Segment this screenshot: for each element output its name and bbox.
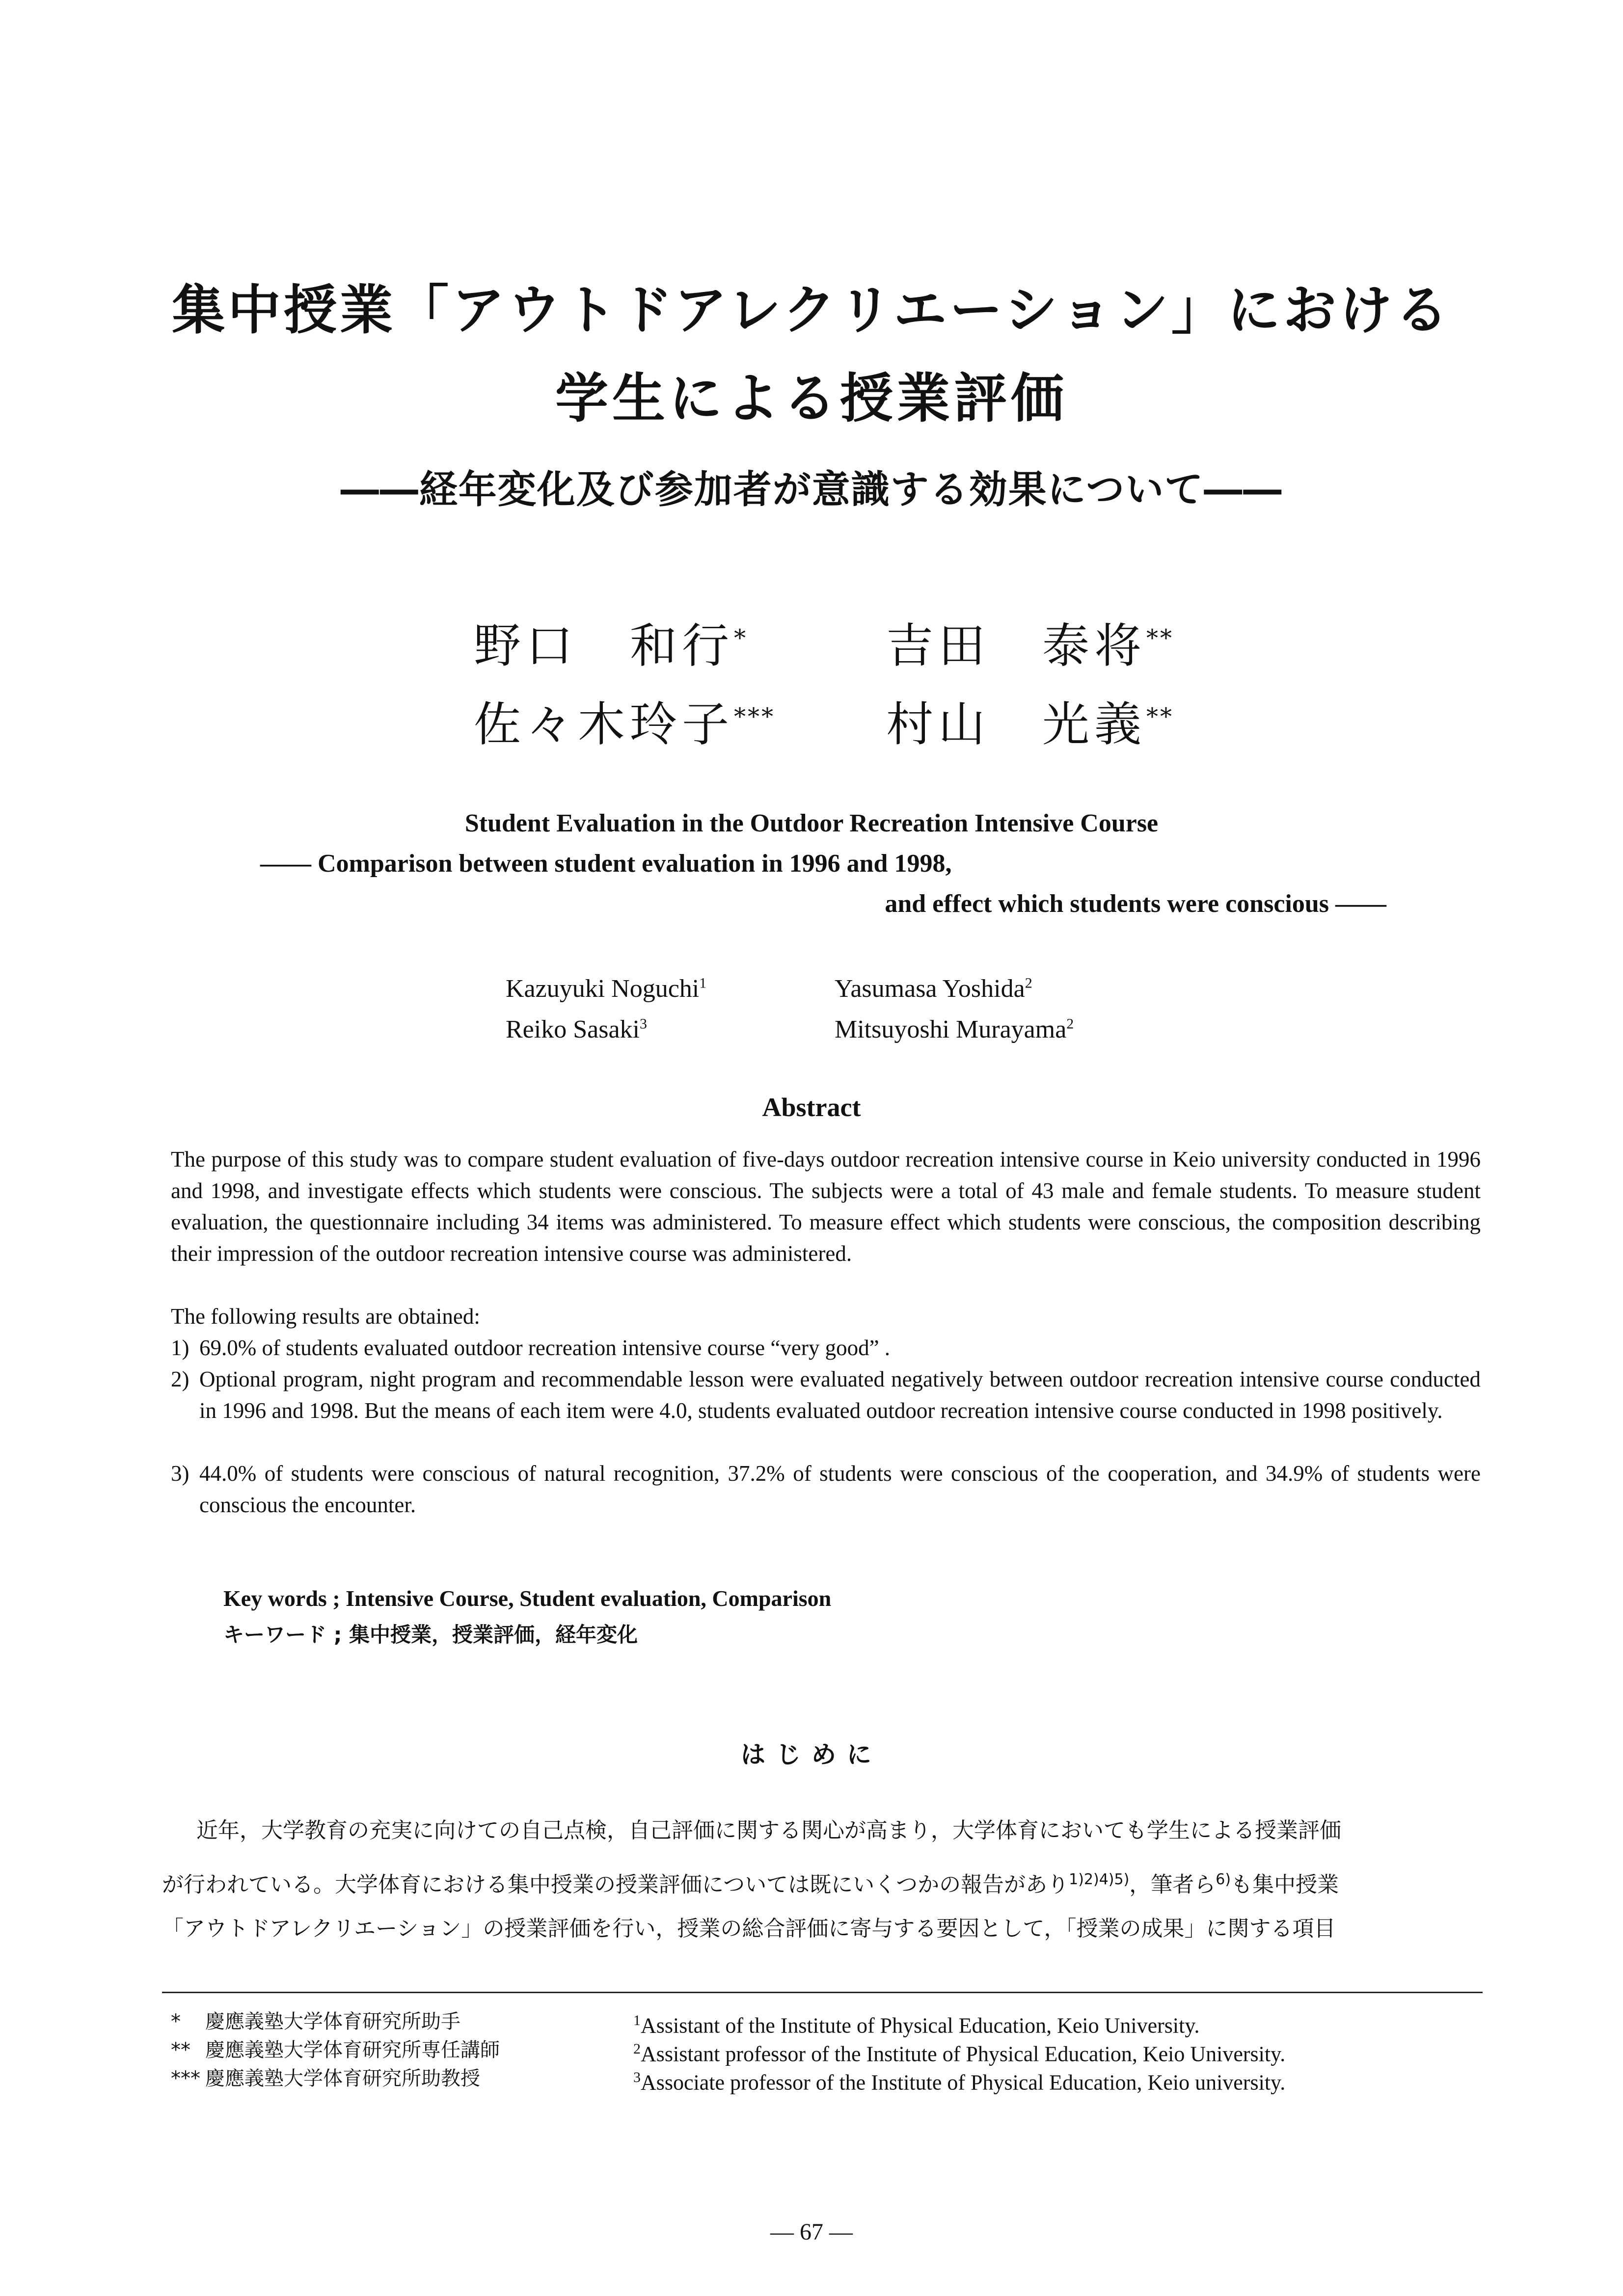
english-title-line2: ―― Comparison between student evaluation in 1996 and 1998, (260, 850, 952, 878)
footnote-divider (162, 1992, 1483, 1993)
page-number: ― 67 ― (770, 2219, 853, 2245)
english-title-line3: and effect which students were conscious ―― (885, 890, 1386, 918)
result-item: 1) 69.0% of students evaluated outdoor recreation intensive course “very good” . (171, 1335, 891, 1360)
footnote-ja-1: * 慶應義塾大学体育研究所助手 (171, 2010, 460, 2033)
keywords-en: Key words ; Intensive Course, Student evaluation, Comparison (223, 1586, 832, 1611)
abstract-paragraph: The purpose of this study was to compare student evaluation of five-days outdoor recreation intensive course in Keio university conducted in 1996 and 1998, and investigate effects which students were conscious. The subjects were a total of 43 male and female students. To measure student evaluation, the questionnaire including 34 items was administered. To measure effect which students were conscious, the composition describing their impression of the outdoor recreation intensive course was administered. (171, 1147, 1481, 1266)
english-title: Student Evaluation in the Outdoor Recreation Intensive Course (464, 809, 1159, 837)
page-subtitle: ――経年変化及び参加者が意識する効果について―― (340, 468, 1283, 512)
footnote-ja-2: ** 慶應義塾大学体育研究所専任講師 (171, 2039, 500, 2061)
footnote-en-2: $^2$Assistant professor of the Institute of Physical Education, Keio University. (633, 2041, 1286, 2066)
author-ja-3: 佐々木玲子*** (474, 697, 775, 752)
abstract-heading: Abstract (762, 1093, 861, 1122)
intro-line-3: 「アウトドアレクリエーション」の授業評価を行い，授業の総合評価に寄与する要因として，「授業の成果」に関する項目 (162, 1916, 1336, 1941)
page-title-line2: 学生による授業評価 (555, 368, 1068, 429)
author-en-3: Reiko Sasaki$^3$ (506, 1015, 647, 1043)
footnote-en-3: $^3$Associate professor of the Institute of Physical Education, Keio university. (633, 2069, 1286, 2095)
footnote-ja-3: *** 慶應義塾大学体育研究所助教授 (171, 2067, 480, 2090)
intro-line-2: が行われている。大学体育における集中授業の授業評価については既にいくつかの報告があり$^{1)2)4)5)}$，筆者ら$^{6)}$も集中授業 (162, 1871, 1339, 1897)
result-item: 2) Optional program, night program and recommendable lesson were evaluated negatively between outdoor recreation intensive course conducted in 1996 and 1998. But the means of each item were 4.0, students evaluated outdoor recreation intensive course conducted in 1998 positively. (171, 1367, 1481, 1423)
author-ja-1: 野口 和行* (474, 618, 748, 673)
intro-line-1: 近年，大学教育の充実に向けての自己点検，自己評価に関する関心が高まり，大学体育においても学生による授業評価 (196, 1818, 1341, 1843)
author-en-2: Yasumasa Yoshida$^2$ (835, 975, 1032, 1003)
author-en-1: Kazuyuki Noguchi$^1$ (506, 975, 707, 1003)
result-item: 3) 44.0% of students were conscious of natural recognition, 37.2% of students were conscious of the cooperation, and 34.9% of students were conscious the encounter. (171, 1461, 1481, 1517)
author-en-4: Mitsuyoshi Murayama$^2$ (835, 1015, 1074, 1043)
author-ja-4: 村山 光義** (886, 697, 1174, 752)
keywords-ja: キーワード ; 集中授業，授業評価，経年変化 (223, 1623, 638, 1647)
abstract-results-intro: The following results are obtained: (171, 1304, 480, 1329)
footnote-en-1: $^1$Assistant of the Institute of Physical Education, Keio University. (633, 2012, 1200, 2038)
author-ja-2: 吉田 泰将** (886, 618, 1174, 673)
page-title: 集中授業「アウトドアレクリエーション」における (172, 280, 1451, 341)
section-heading-intro: はじめに (741, 1740, 882, 1769)
